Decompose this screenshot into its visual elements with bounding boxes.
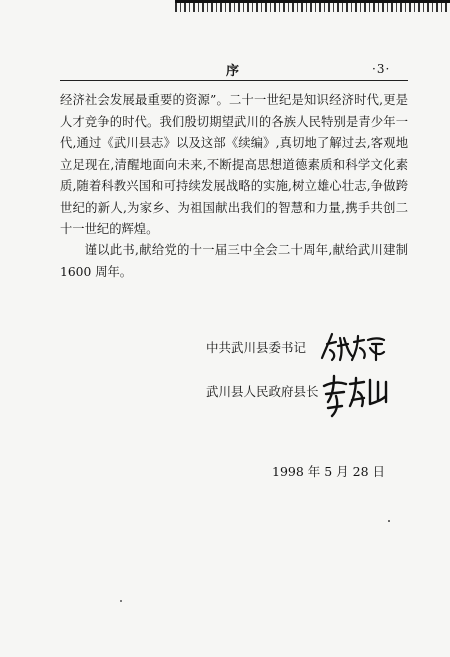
page-number: ·3· (372, 62, 391, 76)
scan-speck (388, 520, 390, 522)
scan-speck (120, 600, 122, 602)
running-header-title: 序 (226, 64, 240, 79)
body-paragraph-1: 经济社会发展最重要的资源”。二十一世纪是知识经济时代,更是人才竞争的时代。我们殷切期望武川的各族人民特别是青少年一代,通过《武川县志》以及这部《续编》,真切地了解过去,客观地立足现在,清醒地面向未来,不断提高思想道德素质和科学文化素质,随着科教兴国和可持续发展战略的实施,树立雄心壮志,争做跨世纪的新人,为家乡、为祖国献出我们的智慧和力量,携手共创二十一世纪的辉煌。 (60, 93, 408, 236)
handwritten-signature-1 (318, 330, 388, 364)
handwritten-signature-2 (320, 372, 390, 418)
header-rule (60, 80, 408, 81)
body-paragraph-2: 谨以此书,献给党的十一届三中全会二十周年,献给武川建制 1600 周年。 (60, 243, 408, 279)
county-head-title: 武川县人民政府县长 (206, 384, 319, 399)
party-secretary-title: 中共武川县委书记 (206, 340, 307, 355)
document-date: 1998 年 5 月 28 日 (272, 464, 386, 479)
scan-edge-artifact-top (175, 0, 450, 3)
